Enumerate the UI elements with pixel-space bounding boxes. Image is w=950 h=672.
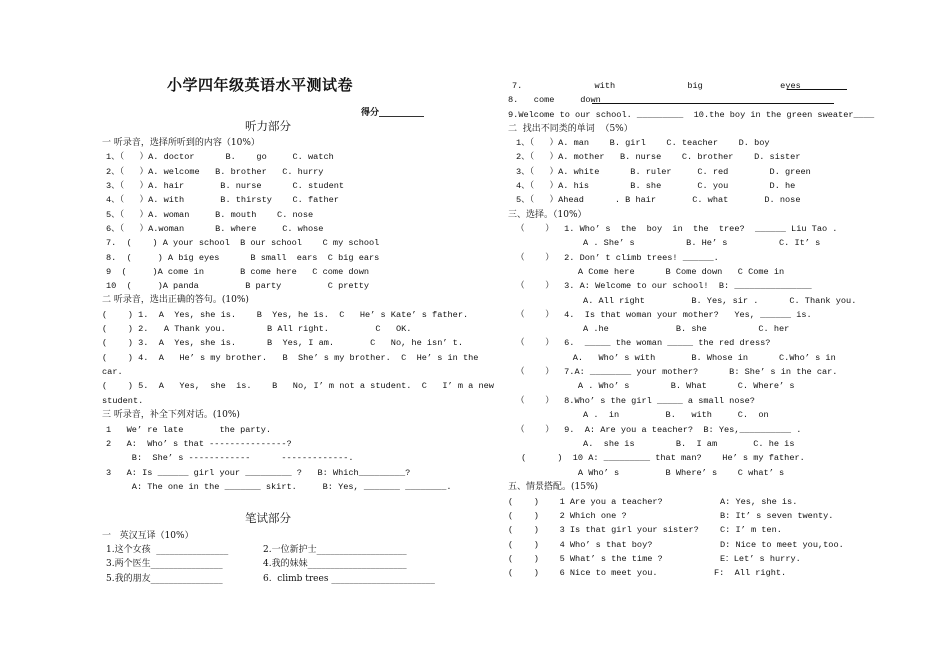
matching-question: ( ) 6 Nice to meet you. xyxy=(508,568,658,578)
choice-item: （ ） 3. A: Welcome to our school! B: _______________ xyxy=(516,281,812,291)
matching-answer: D: Nice to meet you,too. xyxy=(720,540,844,550)
matching-answer: E：Let’ s hurry. xyxy=(720,554,801,564)
matching-question: ( ) 1 Are you a teacher? xyxy=(508,497,663,507)
listening-part1-item: 4、（ ）A. with B. thirsty C. father xyxy=(106,195,339,205)
choice-item: ( ) 10 A: _________ that man? He’ s my father. xyxy=(516,453,805,463)
matching-answer: A: Yes, she is. xyxy=(720,497,798,507)
choice-item: （ ） 2. Don’ t climb trees! ______. xyxy=(516,253,719,263)
translation-heading: 一 英汉互译（10%） xyxy=(102,531,194,541)
translation-item: 2.一位新护士____________________ xyxy=(263,545,407,555)
listening-part3-heading: 三 听录音，补全下列对话。(10%) xyxy=(102,410,240,420)
matching-answer: F: All right. xyxy=(714,568,787,578)
choice-item: （ ） 8.Who’ s the girl _____ a small nose? xyxy=(516,396,755,406)
odd-word-item: 2、（ ）A. mother B. nurse C. brother D. sister xyxy=(516,152,801,162)
exam-title: 小学四年级英语水平测试卷 xyxy=(167,76,354,94)
odd-word-item: 5、（ ）Ahead . B hair C. what D. nose xyxy=(516,195,801,205)
listening-part2-item: ( ) 5. A Yes, she is. B No, I’ m not a student. C I’ m a new xyxy=(102,381,494,391)
odd-word-item: 4、（ ）A. his B. she C. you D. he xyxy=(516,181,796,191)
listening-part1-item: 9 ( )A come in B come here C come down xyxy=(106,267,370,277)
choice-item: （ ） 4. Is that woman your mother? Yes, ______ is. xyxy=(516,310,812,320)
choice-item: A. Who’ s with B. Whose in C.Who’ s in xyxy=(516,353,836,363)
choice-item: A. she is B. I am C. he is xyxy=(516,439,795,449)
listening-part2-item: ( ) 1. A Yes, she is. B Yes, he is. C He’ s Kate’ s father. xyxy=(102,310,469,320)
matching-question: ( ) 5 What’ s the time ? xyxy=(508,554,663,564)
listening-part2-item: car. xyxy=(102,367,123,377)
choice-item: A Come here B Come down C Come in xyxy=(516,267,785,277)
listening-part3-item: 1 We’ re late the party. xyxy=(106,425,272,435)
listening-part2-heading: 二 听录音，选出正确的答句。(10%) xyxy=(102,295,249,305)
choice-item: A . in B. with C. on xyxy=(516,410,769,420)
listening-part2-item: ( ) 4. A He’ s my brother. B She’ s my brother. C He’ s in the xyxy=(102,353,479,363)
listening-part1-item: 10 ( )A panda B party C pretty xyxy=(106,281,370,291)
choice-item: （ ） 6. _____ the woman _____ the red dress? xyxy=(516,338,771,348)
translation-item: 5.我的朋友________________ xyxy=(106,574,223,584)
translation-item: 1.这个女孩 ________________ xyxy=(106,545,229,555)
listening-part3-item: A: The one in the _______ skirt. B: Yes, _______ ________. xyxy=(106,482,452,492)
choice-item: A .he B. she C. her xyxy=(516,324,790,334)
right-column xyxy=(470,0,950,672)
odd-word-item: 1、（ ）A. man B. girl C. teacher D. boy xyxy=(516,138,770,148)
matching-heading: 五、情景搭配。(15%) xyxy=(508,482,599,492)
translation-item: 9.Welcome to our school. _________ 10.the boy in the green sweater____ xyxy=(508,110,875,120)
matching-question: ( ) 2 Which one ? xyxy=(508,511,627,521)
answer-blank-line xyxy=(787,81,847,90)
listening-part2-item: ( ) 2. A Thank you. B All right. C OK. xyxy=(102,324,412,334)
listening-part1-item: 8. ( ) A big eyes B small ears C big ears xyxy=(106,253,380,263)
listening-part1-item: 6、（ ）A.woman B. where C. whose xyxy=(106,224,324,234)
listening-part1-heading: 一 听录音，选择所听到的内容（10%） xyxy=(102,138,260,148)
matching-question: ( ) 3 Is that girl your sister? xyxy=(508,525,699,535)
choice-item: A Who’ s B Where’ s C what’ s xyxy=(516,468,785,478)
translation-item: 3.两个医生________________ xyxy=(106,559,223,569)
choice-item: （ ） 1. Who’ s the boy in the tree? ______ Liu Tao . xyxy=(516,224,838,234)
translation-item: 6. climb trees _______________________ xyxy=(263,574,435,584)
matching-answer: B: It’ s seven twenty. xyxy=(720,511,834,521)
listening-part1-item: 2、（ ）A. welcome B. brother C. hurry xyxy=(106,167,324,177)
score-field: 得分__________ xyxy=(361,108,425,118)
written-section-title: 笔试部分 xyxy=(245,511,291,525)
listening-part2-item: student. xyxy=(102,396,144,406)
listening-part1-item: 1、（ ）A. doctor B. go C. watch xyxy=(106,152,334,162)
listening-part2-item: ( ) 3. A Yes, she is. B Yes, I am. C No, he isn’ t. xyxy=(102,338,463,348)
choice-item: A. All right B. Yes, sir . C. Thank you. xyxy=(516,296,857,306)
listening-part1-item: 3、（ ）A. hair B. nurse C. student xyxy=(106,181,345,191)
listening-part1-item: 5、（ ）A. woman B. mouth C. nose xyxy=(106,210,314,220)
listening-part3-item: 2 A: Who’ s that ---------------? xyxy=(106,439,292,449)
listening-part1-item: 7. ( ) A your school B our school C my school xyxy=(106,238,380,248)
translation-item: 4.我的妹妹______________________ xyxy=(263,559,407,569)
choice-item: A . She’ s B. He’ s C. It’ s xyxy=(516,238,821,248)
listening-section-title: 听力部分 xyxy=(245,119,291,133)
listening-part3-item: B: She’ s ------------ -------------. xyxy=(106,453,354,463)
translation-item: 7. with big eyes xyxy=(512,81,801,91)
listening-part3-item: 3 A: Is ______ girl your _________ ? B: Which_________? xyxy=(106,468,411,478)
answer-blank-line xyxy=(592,95,834,104)
translation-item: 8. come down xyxy=(508,95,601,105)
matching-answer: C: I’ m ten. xyxy=(720,525,782,535)
choice-heading: 三、选择。（10%） xyxy=(508,210,587,220)
matching-question: ( ) 4 Who’ s that boy? xyxy=(508,540,653,550)
choice-item: A . Who’ s B. What C. Where’ s xyxy=(516,381,795,391)
odd-word-heading: 二 找出不同类的单词 （5%） xyxy=(508,124,633,134)
choice-item: （ ） 7.A: ________ your mother? B: She’ s in the car. xyxy=(516,367,838,377)
odd-word-item: 3、（ ）A. white B. ruler C. red D. green xyxy=(516,167,811,177)
choice-item: （ ） 9. A: Are you a teacher? B: Yes,__________ . xyxy=(516,425,802,435)
